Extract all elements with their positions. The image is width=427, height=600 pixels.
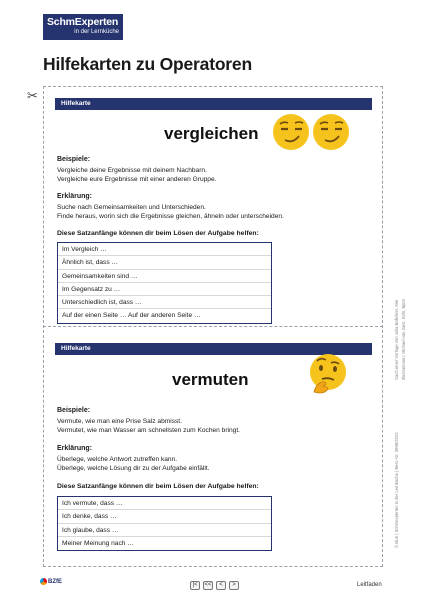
starter-item: Ich denke, dass … — [58, 510, 271, 523]
operator-word: vermuten — [172, 370, 249, 389]
explanation-line: Überlege, welche Lösung dir zu der Aufgabe einfällt. — [57, 465, 210, 472]
bzfe-logo-icon — [40, 578, 47, 585]
starter-item: Meiner Meinung nach … — [62, 539, 134, 547]
examples-label: Beispiele: — [57, 156, 91, 163]
sentence-starters-box — [57, 242, 272, 324]
footer-section-label: Leitfaden — [357, 582, 382, 588]
brand-name: SchmExperten — [47, 16, 119, 28]
starter-item: Im Gegensatz zu … — [58, 283, 271, 296]
starter-item: Auf der einen Seite … Auf der anderen Seite … — [62, 312, 201, 320]
credit-line: Illustrationen: Michael van Gest, Köln; Björn — [401, 298, 406, 380]
starters-title: Diese Satzanfänge können dir beim Lösen der Aufgabe helfen: — [57, 230, 259, 237]
starter-item: Gemeinsamkeiten sind … — [58, 270, 271, 283]
credit-line: © BLE | Schmexperten in der Lernküche | Best.-Nr. 3998/2022 — [394, 432, 399, 548]
previous-section-button[interactable]: << — [204, 582, 212, 588]
previous-page-button[interactable]: < — [216, 581, 226, 590]
example-line: Vermute, wie man eine Prise Salz abmisst. — [57, 418, 182, 425]
page-navigation — [190, 581, 239, 590]
smirk-face-icon — [271, 112, 351, 152]
scissors-icon: ✂ — [27, 88, 38, 103]
explanation-line: Überlege, welche Antwort zutreffen kann. — [57, 456, 178, 463]
examples-label: Beispiele: — [57, 407, 91, 414]
example-line: Vergleiche deine Ergebnisse mit deinem Nachbarn. — [57, 167, 207, 174]
example-line: Vergleiche eure Ergebnisse mit einer anderen Gruppe. — [57, 176, 217, 183]
starter-item: Ich vermute, dass … — [58, 497, 271, 510]
starter-item: Ich glaube, dass … — [58, 524, 271, 537]
explanation-line: Finde heraus, worin sich die Ergebnisse gleichen, ähneln oder unterscheiden. — [57, 213, 284, 220]
explanation-label: Erklärung: — [57, 445, 93, 452]
operator-word: vergleichen — [164, 124, 259, 143]
sentence-starters-box — [57, 496, 272, 551]
cut-line — [43, 326, 383, 327]
brand-logo — [43, 14, 123, 40]
card-header: Hilfekarte — [55, 343, 372, 355]
page-title: Hilfekarten zu Operatoren — [43, 54, 252, 74]
starter-item: Unterschiedlich ist, dass … — [58, 296, 271, 309]
thinking-face-icon — [306, 352, 350, 398]
brand-subtitle: in der Lernküche — [74, 29, 119, 35]
explanation-line: Suche nach Gemeinsamkeiten und Unterschieden. — [57, 204, 206, 211]
starter-item: Ähnlich ist, dass … — [58, 256, 271, 269]
first-page-button[interactable]: |< — [190, 581, 200, 590]
footer-logo: BZfE — [40, 578, 62, 585]
next-page-button[interactable]: > — [229, 581, 239, 590]
side-credits — [392, 230, 427, 550]
starter-item: Im Vergleich … — [58, 243, 271, 256]
card-header: Hilfekarte — [55, 98, 372, 110]
credit-line: Nach einer Vorlage von Julia Bollehrer, Kiel — [394, 299, 399, 380]
explanation-label: Erklärung: — [57, 193, 93, 200]
example-line: Vermutet, wie man Wasser am schnellsten zum Kochen bringt. — [57, 427, 240, 434]
starters-title: Diese Satzanfänge können dir beim Lösen der Aufgabe helfen: — [57, 483, 259, 490]
